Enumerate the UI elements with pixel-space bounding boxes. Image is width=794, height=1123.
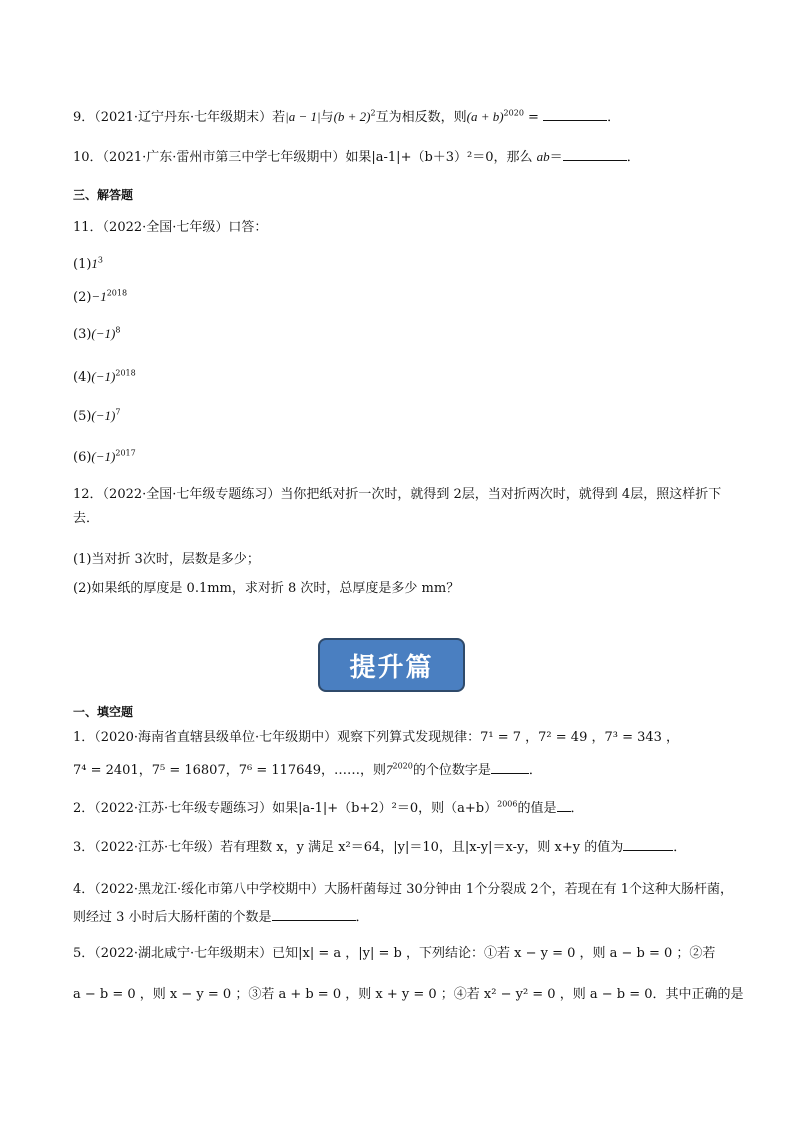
q11-item-exp: 2018 [115, 368, 136, 378]
q11-item-5 [73, 406, 744, 427]
q11-item-label: (2) [73, 290, 92, 305]
q10-ab: ab [536, 149, 550, 164]
q11-item-6 [73, 447, 744, 468]
q9-end: ． [607, 110, 621, 125]
p1-line2a: 7⁴ = 2401，7⁵ = 16807，7⁶ = 117649，……，则 [73, 763, 386, 778]
q9-answer-blank[interactable] [543, 107, 607, 121]
p3-answer-blank[interactable] [623, 837, 673, 851]
q10-end: ． [626, 150, 640, 165]
q9-square: (b + 2) [333, 109, 371, 124]
p2-end: ． [570, 801, 584, 816]
q9-abs: |a − 1| [285, 109, 321, 124]
q9-square-exp: 2 [370, 108, 376, 118]
q11-item-2 [73, 287, 744, 308]
q10-prefix: 10．（2021·广东·雷州市第三中学七年级期中）如果|a-1|+（b＋3）²＝0，那么 [73, 150, 537, 165]
question-12: 12．（2022·全国·七年级专题练习）当你把纸对折一次时，就得到 2层，当对折两次时，就得到 4层，照这样折下去． [73, 487, 722, 526]
section-heading-3: 三、解答题 [73, 188, 134, 202]
q11-item-base: 1 [91, 256, 98, 271]
q11-item-exp: 3 [97, 255, 104, 265]
p4-answer-blank[interactable] [272, 907, 356, 921]
q11-item-base: (−1) [91, 449, 116, 464]
q11-item-label: (6) [73, 450, 92, 465]
q12-sub-1: (1)当对折 3次时，层数是多少； [73, 552, 260, 567]
p2-exp: 2006 [497, 799, 518, 809]
q11-item-exp: 2018 [106, 288, 128, 298]
q10-eq: ＝ [549, 150, 563, 165]
question-9 [73, 107, 744, 128]
q9-mid2: 互为相反数，则 [375, 110, 467, 125]
question-10 [73, 147, 744, 168]
q9-prefix: 9．（2021·辽宁丹东·七年级期末）若 [73, 110, 286, 125]
q11-item-3 [73, 324, 744, 345]
p1-power-base: 7 [385, 762, 393, 777]
section-heading-1: 一、填空题 [73, 705, 134, 719]
q11-item-exp: 8 [115, 325, 121, 335]
q11-item-label: (1) [73, 257, 92, 272]
problem-1-line-2 [73, 760, 744, 781]
q11-item-4 [73, 367, 744, 388]
p1-end: ． [528, 763, 542, 778]
p1-line2b: 的个位数字是 [412, 763, 491, 778]
q11-item-exp: 2017 [115, 448, 136, 458]
q11-item-base: −1 [91, 289, 107, 304]
q11-item-base: (−1) [91, 326, 116, 341]
q11-item-label: (3) [73, 327, 92, 342]
p3-end: ． [673, 840, 687, 855]
q9-power: (a + b) [466, 109, 504, 124]
p2-tail: 的值是 [517, 801, 557, 816]
q11-item-label: (5) [73, 409, 92, 424]
q9-mid: 与 [320, 110, 334, 125]
section-banner: 提升篇 [318, 638, 465, 692]
q11-item-base: (−1) [91, 408, 116, 423]
q11-item-base: (−1) [91, 369, 116, 384]
p2-text: 2．（2022·江苏·七年级专题练习）如果|a-1|+（b+2）²＝0，则（a+b） [73, 801, 498, 816]
p1-answer-blank[interactable] [491, 760, 529, 774]
problem-3 [73, 837, 744, 858]
problem-4 [73, 876, 744, 932]
q10-answer-blank[interactable] [563, 147, 627, 161]
question-11-title: 11．（2022·全国·七年级）口答： [73, 220, 268, 235]
problem-5-line-2: a − b = 0 ，则 x − y = 0 ；③若 a + b = 0 ，则 x + y = 0 ；④若 x² − y² = 0 ，则 a − b = 0．其中正确的是 [73, 987, 744, 1002]
p4-text: 4．（2022·黑龙江·绥化市第八中学校期中）大肠杆菌每过 30分钟由 1个分裂成 2个，若现在有 1个这种大肠杆菌，则经过 3 小时后大肠杆菌的个数是 [73, 882, 734, 925]
problem-2 [73, 798, 744, 819]
q11-item-1 [73, 254, 744, 275]
p1-power-exp: 2020 [392, 761, 413, 771]
q9-power-exp: 2020 [503, 108, 524, 118]
p2-answer-blank[interactable] [557, 798, 571, 812]
problem-1-line-1: 1．（2020·海南省直辖县级单位·七年级期中）观察下列算式发现规律：7¹ = 7 ，7² = 49 ，7³ = 343 ， [73, 730, 680, 745]
q9-eq: = [523, 110, 544, 125]
q11-item-label: (4) [73, 370, 92, 385]
problem-5-line-1: 5．（2022·湖北咸宁·七年级期末）已知|x| = a ，|y| = b ，下列结论：①若 x − y = 0 ，则 a − b = 0 ；②若 [73, 946, 716, 961]
q12-sub-2: (2)如果纸的厚度是 0.1mm，求对折 8 次时，总厚度是多少 mm？ [73, 581, 460, 596]
p3-text: 3．（2022·江苏·七年级）若有理数 x，y 满足 x²＝64，|y|＝10，且|x-y|＝x-y，则 x+y 的值为 [73, 840, 624, 855]
q11-item-exp: 7 [115, 407, 121, 417]
p4-end: ． [355, 910, 369, 925]
